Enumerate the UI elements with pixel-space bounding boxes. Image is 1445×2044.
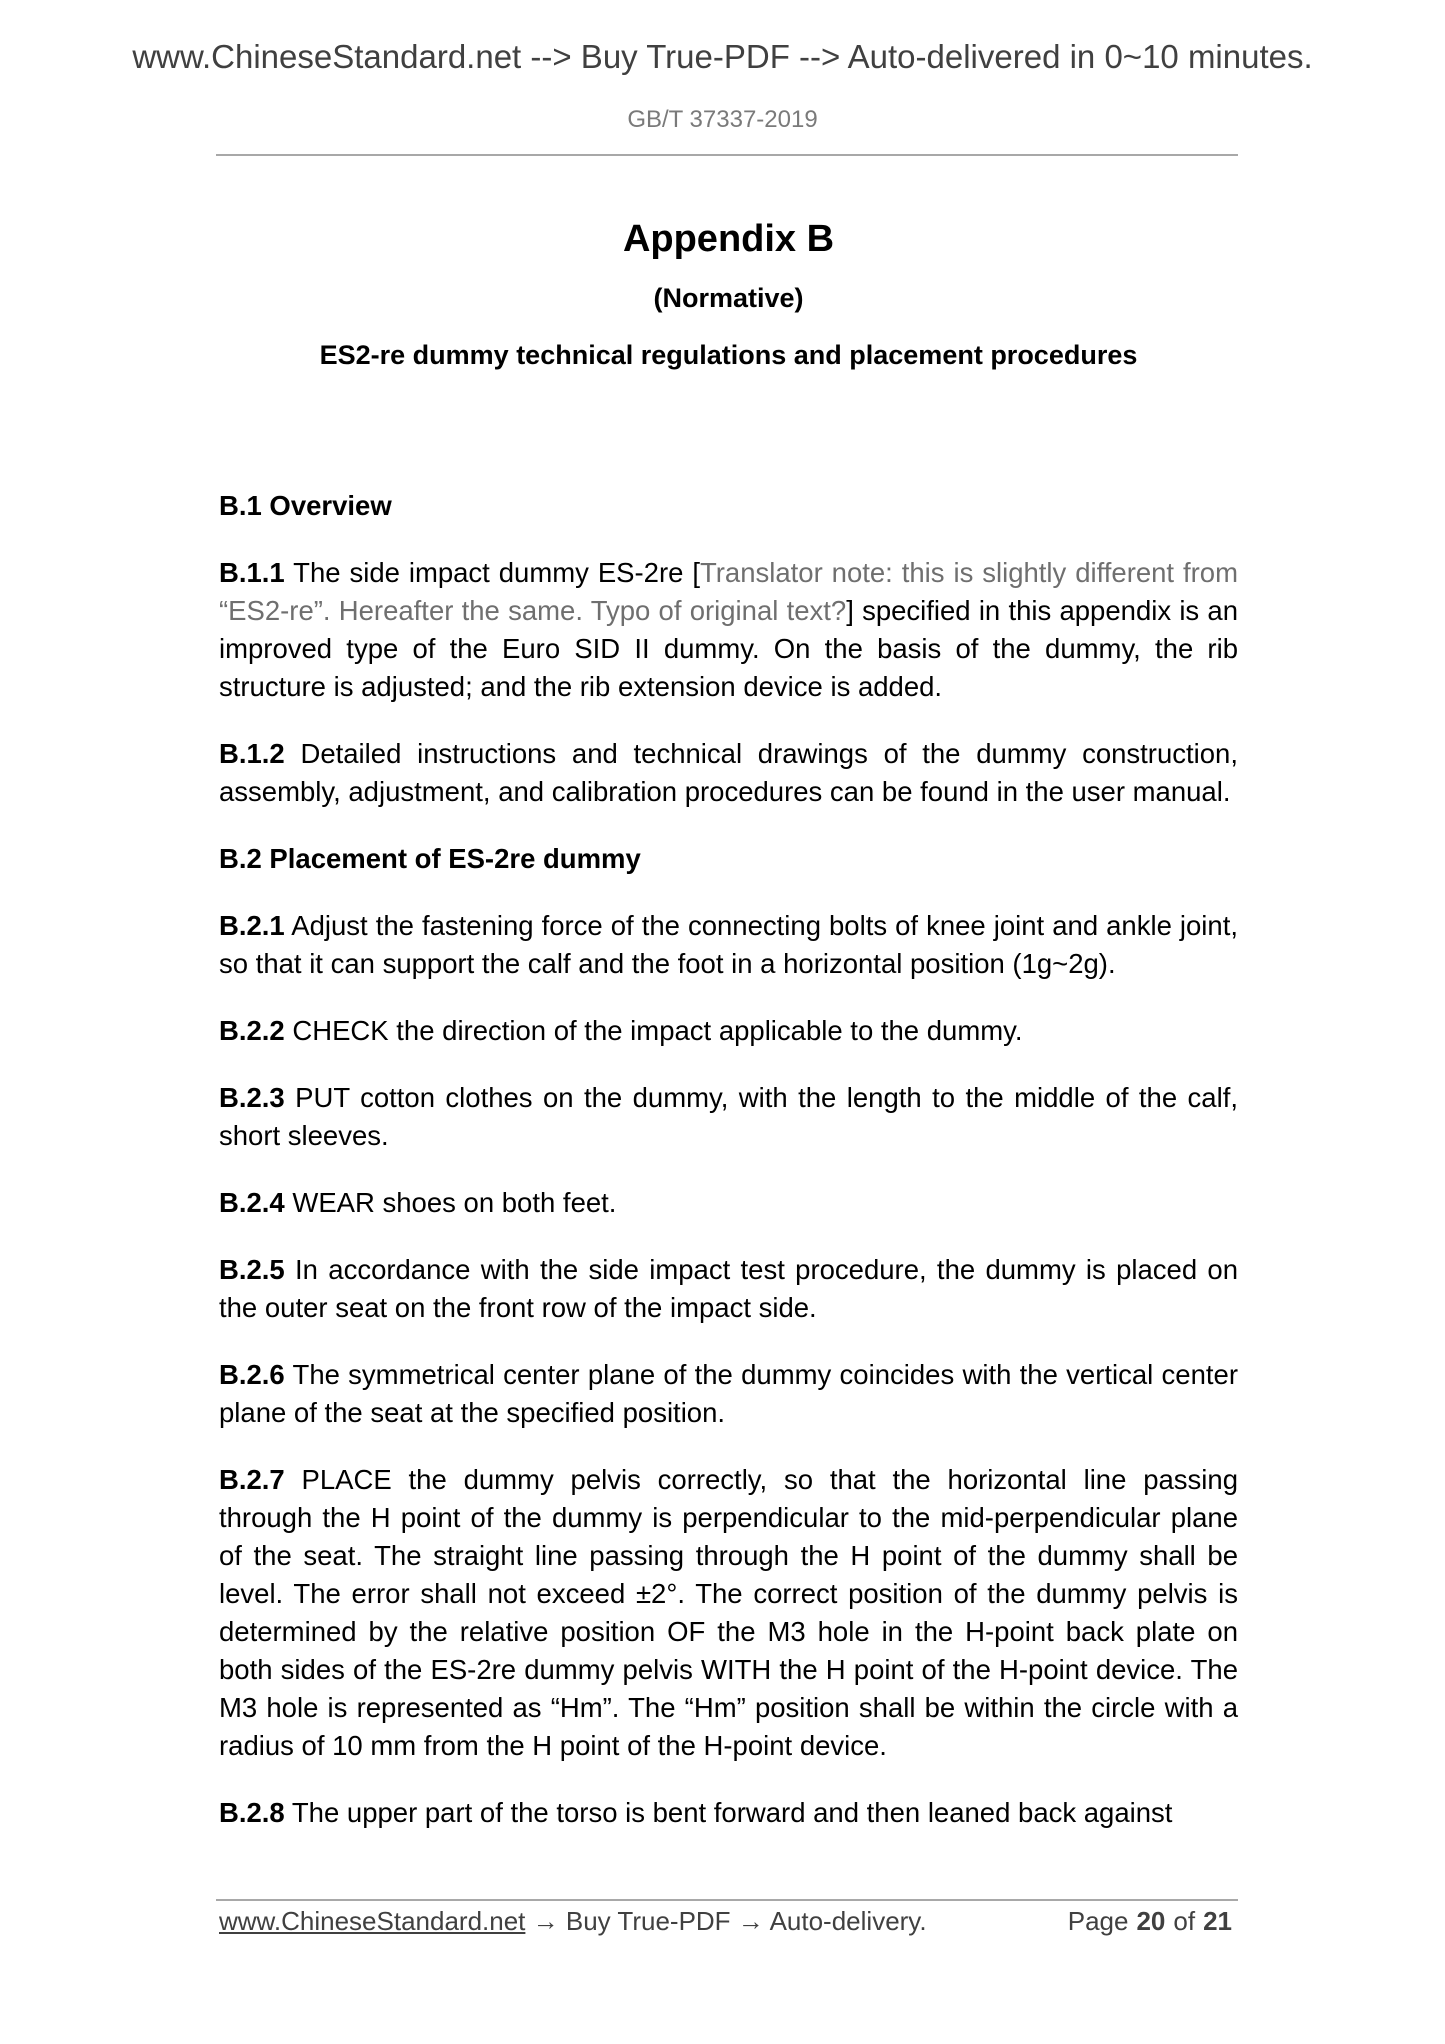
clause-text: WEAR shoes on both feet. [284, 1187, 617, 1218]
clause-b21 [219, 907, 1238, 983]
appendix-title: Appendix B [622, 218, 835, 260]
clause-text: CHECK the direction of the impact applicable to the dummy. [284, 1015, 1023, 1046]
clause-text: The upper part of the torso is bent forward and then leaned back against [284, 1797, 1173, 1828]
translator-note: Translator note: this is slightly different from “ES2-re”. Hereafter the same. Typo of original text? [219, 557, 1238, 626]
clause-text: The symmetrical center plane of the dummy coincides with the vertical center plane of the seat at the specified position. [219, 1359, 1238, 1428]
clause-text: Detailed instructions and technical drawings of the dummy construction, assembly, adjustment, and calibration procedures can be found in the user manual. [219, 738, 1238, 807]
clause-number: B.2.7 [219, 1464, 285, 1495]
clause-text: PUT cotton clothes on the dummy, with the length to the middle of the calf, short sleeves. [219, 1082, 1238, 1151]
clause-b22 [219, 1012, 1238, 1050]
clause-b11 [219, 554, 1238, 706]
clause-b24 [219, 1184, 1238, 1222]
page-footer [219, 1903, 1238, 1939]
page-label: Page [1067, 1906, 1129, 1936]
clause-text: In accordance with the side impact test procedure, the dummy is placed on the outer seat on the front row of the impact side. [219, 1254, 1238, 1323]
clause-b28 [219, 1794, 1238, 1832]
clause-number: B.2.8 [219, 1797, 285, 1828]
clause-number: B.2.2 [219, 1015, 285, 1046]
clause-number: B.2.3 [219, 1082, 285, 1113]
clause-number: B.2.6 [219, 1359, 285, 1390]
page-indicator [1068, 1903, 1232, 1939]
appendix-type: (Normative) [653, 283, 804, 313]
clause-b27 [219, 1461, 1238, 1765]
clause-number: B.2.1 [219, 910, 285, 941]
section-heading-b1: B.1 Overview [219, 490, 392, 521]
clause-number: B.1.1 [219, 557, 285, 588]
clause-b12 [219, 735, 1238, 811]
clause-text: The side impact dummy ES-2re [ [284, 557, 700, 588]
clause-b25 [219, 1251, 1238, 1327]
clause-text: Adjust the fastening force of the connecting bolts of knee joint and ankle joint, so that it can support the calf and the foot in a horizontal position (1g~2g). [219, 910, 1238, 979]
document-body [219, 218, 1238, 1861]
clause-text: ] specified in this appendix is an improved type of the Euro SID II dummy. On the basis of the dummy, the rib structure is adjusted; and the rib extension device is added. [219, 595, 1238, 702]
appendix-subtitle: ES2-re dummy technical regulations and placement procedures [319, 340, 1138, 370]
standard-code: GB/T 37337-2019 [627, 106, 818, 133]
footer-text: → Buy True-PDF → Auto-delivery. [525, 1906, 927, 1936]
header-divider [216, 154, 1238, 156]
clause-number: B.2.5 [219, 1254, 285, 1285]
top-banner: www.ChineseStandard.net --> Buy True-PDF --> Auto-delivered in 0~10 minutes. [132, 38, 1313, 75]
footer-divider [216, 1899, 1238, 1901]
page-current: 20 [1136, 1906, 1166, 1936]
page-total: 21 [1203, 1906, 1232, 1936]
clause-b26 [219, 1356, 1238, 1432]
clause-b23 [219, 1079, 1238, 1155]
clause-number: B.1.2 [219, 738, 285, 769]
section-heading-b2: B.2 Placement of ES-2re dummy [219, 843, 641, 874]
page-of: of [1173, 1906, 1196, 1936]
clause-text: PLACE the dummy pelvis correctly, so that the horizontal line passing through the H point of the dummy is perpendicular to the mid-perpendicular plane of the seat. The straight line passing through the H point of the dummy shall be level. The error shall not exceed ±2°. The correct position of the dummy pelvis is determined by the relative position OF the M3 hole in the H-point back plate on both sides of the ES-2re dummy pelvis WITH the H point of the H-point device. The M3 hole is represented as “Hm”. The “Hm” position shall be within the circle with a radius of 10 mm from the H point of the H-point device. [219, 1464, 1238, 1761]
clause-number: B.2.4 [219, 1187, 285, 1218]
footer-link[interactable]: www.ChineseStandard.net [219, 1906, 526, 1936]
